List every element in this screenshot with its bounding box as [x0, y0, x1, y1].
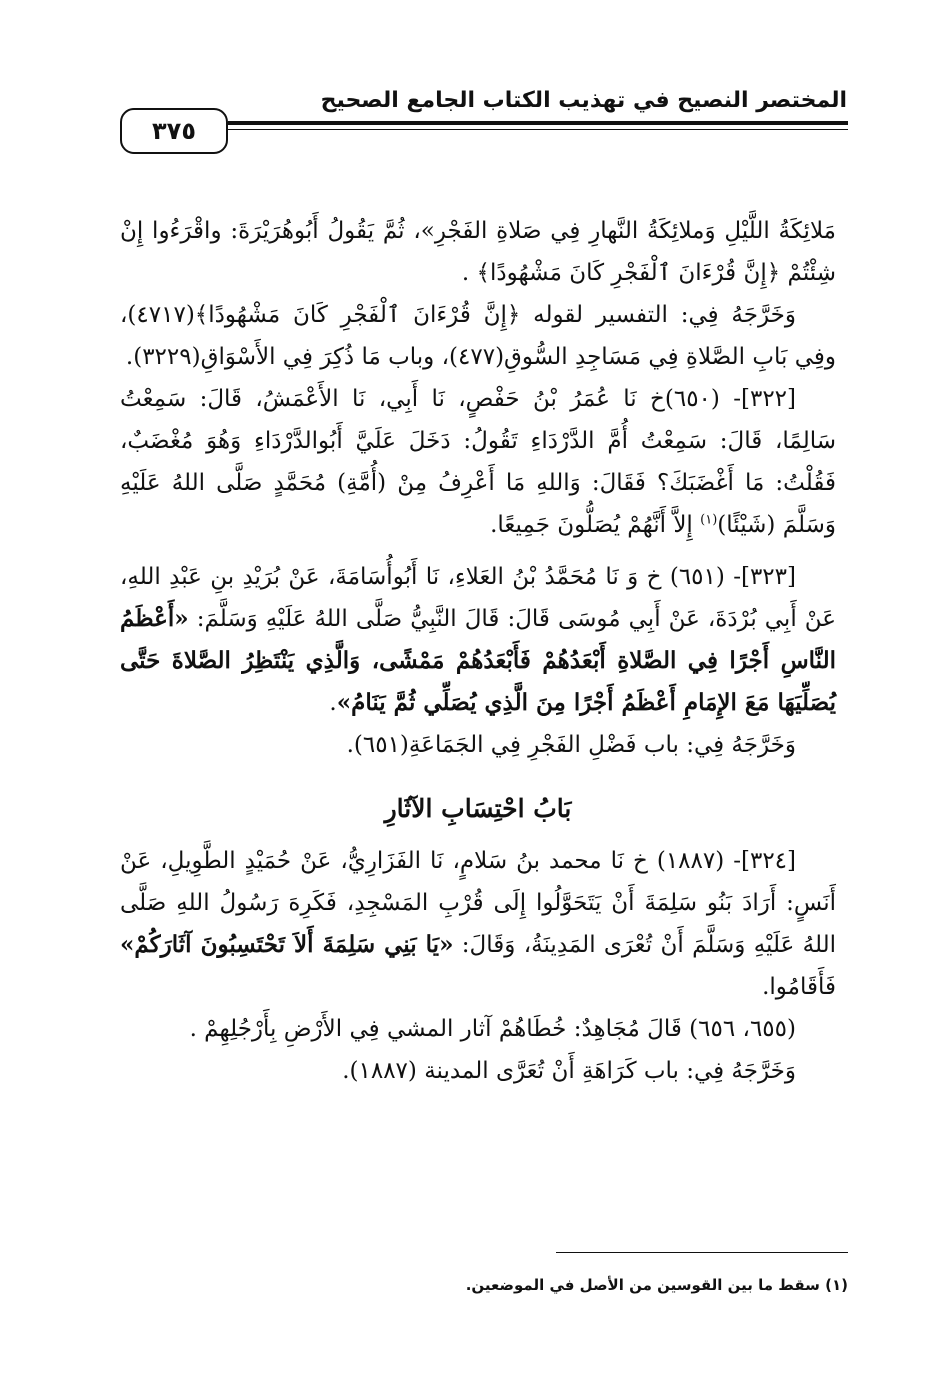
footnote-ref: (١)	[700, 512, 718, 528]
paragraph-2	[120, 294, 836, 378]
header-rule	[228, 121, 848, 125]
main-text	[120, 210, 836, 1092]
section-heading: بَابُ احْتِسَابِ الآثَارِ	[384, 794, 572, 823]
paragraph-5	[120, 724, 836, 766]
paragraph-2-text: وَخَرَّجَهُ فِي: التفسير لقوله ﴿إِنَّ قُرْءَانَ ٱلْفَجْرِ كَانَ مَشْهُودًا﴾(٤٧١٧)، وفِي بَابِ الصَّلاةِ فِي مَسَاجِدِ السُّوقِ(٤٧٧)، وباب مَا ذُكِرَ فِي الأَسْوَاقِ(٣٢٢٩).	[120, 302, 836, 370]
hadith-323-quote: «أَعْظَمُ النَّاسِ أَجْرًا فِي الصَّلاةِ أَبْعَدُهُمْ فَأَبْعَدُهُمْ مَمْشًى، وَالَّذِي يَنْتَظِرُ الصَّلاةَ حَتَّى يُصَلِّيَهَا مَعَ الإِمَامِ أَعْظَمُ أَجْرًا مِنَ الَّذِي يُصَلِّي ثُمَّ يَنَامُ»	[120, 605, 836, 716]
hadith-324-quote: «يَا بَنِي سَلِمَةَ أَلاَ تَحْتَسِبُونَ آثَارَكُمْ»	[120, 931, 454, 958]
hadith-322	[120, 378, 836, 546]
hadith-322-text: [٣٢٢]- (٦٥٠)خ نَا عُمَرُ بْنُ حَفْصٍ، نَا أَبِي، نَا الأَعْمَشُ، قَالَ: سَمِعْتُ سَالِمًا، قَالَ: سَمِعْتُ أُمَّ الدَّرْدَاءِ تَقُولُ: دَخَلَ عَلَيَّ أَبُوالدَّرْدَاءِ وَهُوَ مُغْضَبٌ، فَقُلْتُ: مَا أَغْضَبَكَ؟ فَقَالَ: وَاللهِ مَا أَعْرِفُ مِنْ (أُمَّةِ) مُحَمَّدٍ صَلَّى اللهُ عَلَيْهِ وَسَلَّمَ (شَيْئًا)	[120, 386, 836, 538]
page-number: ٣٧٥	[120, 108, 228, 154]
header-rule-thin	[228, 129, 848, 130]
running-title: المختصر النصيح في تهذيب الكتاب الجامع الصحيح	[320, 88, 847, 113]
hadith-323-text-end: .	[329, 690, 337, 716]
paragraph-7	[120, 1008, 836, 1050]
paragraph-8	[120, 1050, 836, 1092]
hadith-322-text-end: إِلاَّ أَنَّهُمْ يُصَلُّونَ جَمِيعًا.	[490, 512, 701, 538]
hadith-323-text: [٣٢٣]- (٦٥١) خ وَ نَا مُحَمَّدُ بْنُ العَلاءِ، نَا أَبُوأُسَامَةَ، عَنْ بُرَيْدِ بنِ عَبْدِ اللهِ، عَنْ أَبِي بُرْدَةَ، عَنْ أَبِي مُوسَى قَالَ: قَالَ النَّبِيُّ صَلَّى اللهُ عَلَيْهِ وَسَلَّمَ:	[120, 564, 836, 632]
paragraph-5-text: وَخَرَّجَهُ فِي: باب فَضْلِ الفَجْرِ فِي الجَمَاعَةِ(٦٥١).	[346, 732, 796, 758]
hadith-323	[120, 556, 836, 724]
footnote: (١) سقط ما بين القوسين من الأصل في الموضعين.	[465, 1276, 848, 1294]
paragraph-1-text: مَلائِكَةُ اللَّيْلِ وَملائِكَةُ النَّهارِ فِي صَلاةِ الفَجْرِ»، ثُمَّ يَقُولُ أَبُوهُرَيْرَةَ: واقْرَءُوا إِنْ شِئْتُمْ ﴿إِنَّ قُرْءَانَ ٱلْفَجْرِ كَانَ مَشْهُودًا﴾ .	[120, 218, 836, 286]
hadith-324	[120, 840, 836, 1008]
hadith-324-text-end: فَأَقَامُوا.	[762, 974, 836, 1000]
paragraph-8-text: وَخَرَّجَهُ فِي: باب كَرَاهَةِ أَنْ تُعَرَّى المدينة (١٨٨٧).	[342, 1058, 796, 1084]
hadith-324-text: [٣٢٤]- (١٨٨٧) خ نَا محمد بنُ سَلامٍ، نَا الفَزَارِيُّ، عَنْ حُمَيْدٍ الطَّوِيلِ، عَنْ أَنَسٍ: أَرَادَ بَنُو سَلِمَةَ أَنْ يَتَحَوَّلُوا إِلَى قُرْبِ المَسْجِدِ، فَكَرِهَ رَسُولُ اللهِ صَلَّى اللهُ عَلَيْهِ وَسَلَّمَ أَنْ تُعْرَى المَدِينَةُ، وَقَالَ:	[120, 848, 837, 958]
footnote-separator	[556, 1252, 848, 1253]
paragraph-1	[120, 210, 836, 294]
paragraph-7-text: (٦٥٥، ٦٥٦) قَالَ مُجَاهِدٌ: خُطَاهُمْ آثار المشي فِي الأَرْضِ بِأَرْجُلِهِمْ .	[189, 1016, 796, 1042]
